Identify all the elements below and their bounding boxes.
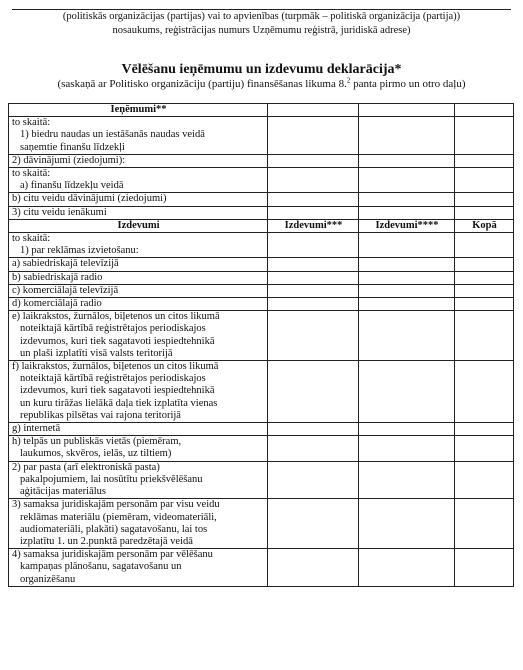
income-row-label (9, 206, 268, 219)
income-row (9, 193, 514, 206)
expense-row-label (9, 258, 268, 271)
row-label-line: g) internetā (12, 423, 61, 435)
expense-row (9, 233, 514, 258)
expense-row-col-4-cell[interactable] (455, 284, 514, 297)
income-header-row (9, 104, 514, 117)
row-label-line: b) sabiedriskajā radio (12, 271, 103, 283)
row-label-line: 3) citu veidu ienākumi (12, 206, 107, 218)
row-label-line: izdevumos, kuri tiek sagatavoti iespiedtehnikā (20, 335, 215, 347)
expense-row-col-3-cell[interactable] (359, 298, 455, 311)
expense-row-col-3-cell[interactable] (359, 311, 455, 361)
income-header: Ieņēmumi** (9, 104, 268, 117)
expense-row-col-3-cell[interactable] (359, 233, 455, 258)
row-label-line: saņemtie finanšu līdzekļi (20, 141, 125, 153)
income-row-col-3-cell[interactable] (359, 154, 455, 167)
expense-row-col-4-cell[interactable] (455, 361, 514, 423)
income-row-col-2-cell[interactable] (268, 206, 359, 219)
caption-line-1: (politiskās organizācijas (partijas) vai to apvienības (turpmāk – politiskā organizācija (partija)) (62, 11, 461, 22)
declaration-table (8, 103, 514, 587)
row-label-line: to skaitā: (12, 233, 51, 245)
row-label-line: h) telpās un publiskās vietās (piemēram, (12, 436, 182, 448)
row-label-line: 3) samaksa juridiskajām personām par visu veidu (12, 499, 220, 511)
expense-row-col-2-cell[interactable] (268, 284, 359, 297)
expense-row (9, 298, 514, 311)
document-title: Vēlēšanu ieņēmumu un izdevumu deklarācija* (121, 62, 402, 77)
expense-row-col-2-cell[interactable] (268, 361, 359, 423)
expense-row-col-2-cell[interactable] (268, 436, 359, 461)
row-label-line: izdevumos, kuri tiek sagatavoti iespiedtehnikā (20, 385, 215, 397)
income-row-col-4-cell[interactable] (455, 117, 514, 155)
income-row-col-2-cell[interactable] (268, 154, 359, 167)
income-header-col-2-cell[interactable] (268, 104, 359, 117)
expense-row-col-4-cell[interactable] (455, 499, 514, 549)
income-row-col-2-cell[interactable] (268, 168, 359, 193)
subtitle-superscript: 2 (346, 76, 351, 85)
expense-row-col-3-cell[interactable] (359, 258, 455, 271)
row-label-line: d) komerciālajā radio (12, 298, 102, 310)
expense-row-label (9, 271, 268, 284)
income-header-col-4-cell[interactable] (455, 104, 514, 117)
expense-row-col-4-cell[interactable] (455, 461, 514, 499)
expense-row-col-2-cell[interactable] (268, 549, 359, 587)
expense-row-col-4-cell[interactable] (455, 311, 514, 361)
expense-row (9, 284, 514, 297)
expense-row-col-3-cell[interactable] (359, 461, 455, 499)
expense-row-label (9, 436, 268, 461)
row-label-line: un kuru tirāžas lielākā daļa tiek izplatīta vienas (20, 397, 218, 409)
expense-row-label (9, 499, 268, 549)
expense-row-col-3-cell[interactable] (359, 436, 455, 461)
expense-row-col-2-cell[interactable] (268, 298, 359, 311)
expense-row-col-4-cell[interactable] (455, 423, 514, 436)
expense-row (9, 461, 514, 499)
expense-row-col-4-cell[interactable] (455, 258, 514, 271)
income-row-label (9, 193, 268, 206)
expense-row-label (9, 461, 268, 499)
row-label-line: 4) samaksa juridiskajām personām par vēlēšanu (12, 549, 213, 561)
row-label-line: 2) dāvinājumi (ziedojumi): (12, 154, 126, 166)
row-label-line: kampaņas plānošanu, sagatavošanu un (20, 561, 182, 573)
income-row-col-3-cell[interactable] (359, 193, 455, 206)
row-label-line: izplatītu 1. un 2.punktā paredzētajā veidā (20, 535, 193, 547)
expense-row-col-4-cell[interactable] (455, 298, 514, 311)
row-label-line: aģitācijas materiālus (20, 486, 107, 498)
expense-row-col-2-cell[interactable] (268, 233, 359, 258)
expense-row (9, 499, 514, 549)
expense-row-label (9, 284, 268, 297)
row-label-line: 1) biedru naudas un iestāšanās naudas veidā (20, 129, 205, 141)
income-row-label (9, 168, 268, 193)
caption-line-2: nosaukums, reģistrācijas numurs Uzņēmumu reģistrā, juridiskā adrese) (112, 25, 411, 36)
expense-row-col-4-cell[interactable] (455, 436, 514, 461)
expense-row-col-3-cell[interactable] (359, 284, 455, 297)
income-row (9, 154, 514, 167)
expense-header-1: Izdevumi*** (268, 219, 359, 232)
row-label-line: f) laikrakstos, žurnālos, biļetenos un citos likumā (12, 361, 219, 373)
row-label-line: a) finanšu līdzekļu veidā (20, 180, 124, 192)
expense-row-col-2-cell[interactable] (268, 461, 359, 499)
expense-header-0: Izdevumi (9, 219, 268, 232)
expense-row (9, 271, 514, 284)
row-label-line: to skaitā: (12, 117, 51, 129)
expense-row (9, 361, 514, 423)
expense-row-label (9, 549, 268, 587)
row-label-line: pakalpojumiem, lai nosūtītu priekšvēlēšanu (20, 473, 203, 485)
expense-row-label (9, 361, 268, 423)
income-row-label (9, 154, 268, 167)
expense-row-col-2-cell[interactable] (268, 499, 359, 549)
expense-row-col-3-cell[interactable] (359, 549, 455, 587)
expense-row-label (9, 423, 268, 436)
row-label-line: laukumos, skvēros, ielās, uz tiltiem) (20, 448, 172, 460)
row-label-line: un plaši izplatīti visā valsts teritorijā (20, 347, 173, 359)
expense-row-col-3-cell[interactable] (359, 361, 455, 423)
row-label-line: a) sabiedriskajā televīzijā (12, 258, 119, 270)
expense-row-col-3-cell[interactable] (359, 423, 455, 436)
row-label-line: to skaitā: (12, 168, 51, 180)
expense-row (9, 549, 514, 587)
income-row-col-4-cell[interactable] (455, 193, 514, 206)
subtitle-text: (saskaņā ar Politisko organizāciju (partiju) finansēšanas likuma 8. (57, 78, 347, 90)
row-label-line: 1) par reklāmas izvietošanu: (20, 245, 139, 257)
expense-row-col-2-cell[interactable] (268, 423, 359, 436)
income-header-col-3-cell[interactable] (359, 104, 455, 117)
row-label-line: noteiktajā kārtībā reģistrētajos periodiskajos (20, 323, 206, 335)
income-row-col-4-cell[interactable] (455, 168, 514, 193)
income-row-col-3-cell[interactable] (359, 168, 455, 193)
row-label-line: b) citu veidu dāvinājumi (ziedojumi) (12, 193, 167, 205)
expense-header-row (9, 219, 514, 232)
income-row-col-3-cell[interactable] (359, 117, 455, 155)
document-subtitle (0, 78, 523, 91)
expense-row (9, 258, 514, 271)
row-label-line: c) komerciālajā televīzijā (12, 284, 119, 296)
expense-row-col-3-cell[interactable] (359, 499, 455, 549)
row-label-line: noteiktajā kārtībā reģistrētajos periodiskajos (20, 373, 206, 385)
expense-row-col-3-cell[interactable] (359, 271, 455, 284)
income-row-col-2-cell[interactable] (268, 117, 359, 155)
expense-row-col-4-cell[interactable] (455, 233, 514, 258)
row-label-line: republikas pilsētas vai rajona teritorijā (20, 409, 181, 421)
row-label-line: e) laikrakstos, žurnālos, biļetenos un citos likumā (12, 311, 220, 323)
expense-row-col-4-cell[interactable] (455, 271, 514, 284)
expense-row-label (9, 298, 268, 311)
expense-row (9, 423, 514, 436)
income-row-col-2-cell[interactable] (268, 193, 359, 206)
expense-row-col-2-cell[interactable] (268, 258, 359, 271)
row-label-line: 2) par pasta (arī elektroniskā pasta) (12, 461, 160, 473)
expense-row (9, 436, 514, 461)
income-row-label (9, 117, 268, 155)
expense-row-label (9, 233, 268, 258)
expense-row-col-4-cell[interactable] (455, 549, 514, 587)
expense-row-col-2-cell[interactable] (268, 311, 359, 361)
income-row-col-4-cell[interactable] (455, 154, 514, 167)
expense-row-col-2-cell[interactable] (268, 271, 359, 284)
row-label-line: organizēšanu (20, 573, 76, 585)
expense-header-3: Kopā (455, 219, 514, 232)
income-row (9, 168, 514, 193)
row-label-line: reklāmas materiālu (piemēram, videomateriāli, (20, 511, 217, 523)
income-row-col-4-cell[interactable] (455, 206, 514, 219)
expense-row-label (9, 311, 268, 361)
expense-header-2: Izdevumi**** (359, 219, 455, 232)
income-row (9, 206, 514, 219)
row-label-line: audiomateriāli, plakāti) sagatavošanu, lai tos (20, 523, 208, 535)
income-row (9, 117, 514, 155)
income-row-col-3-cell[interactable] (359, 206, 455, 219)
subtitle-text-end: panta pirmo un otro daļu) (350, 78, 466, 90)
expense-row (9, 311, 514, 361)
